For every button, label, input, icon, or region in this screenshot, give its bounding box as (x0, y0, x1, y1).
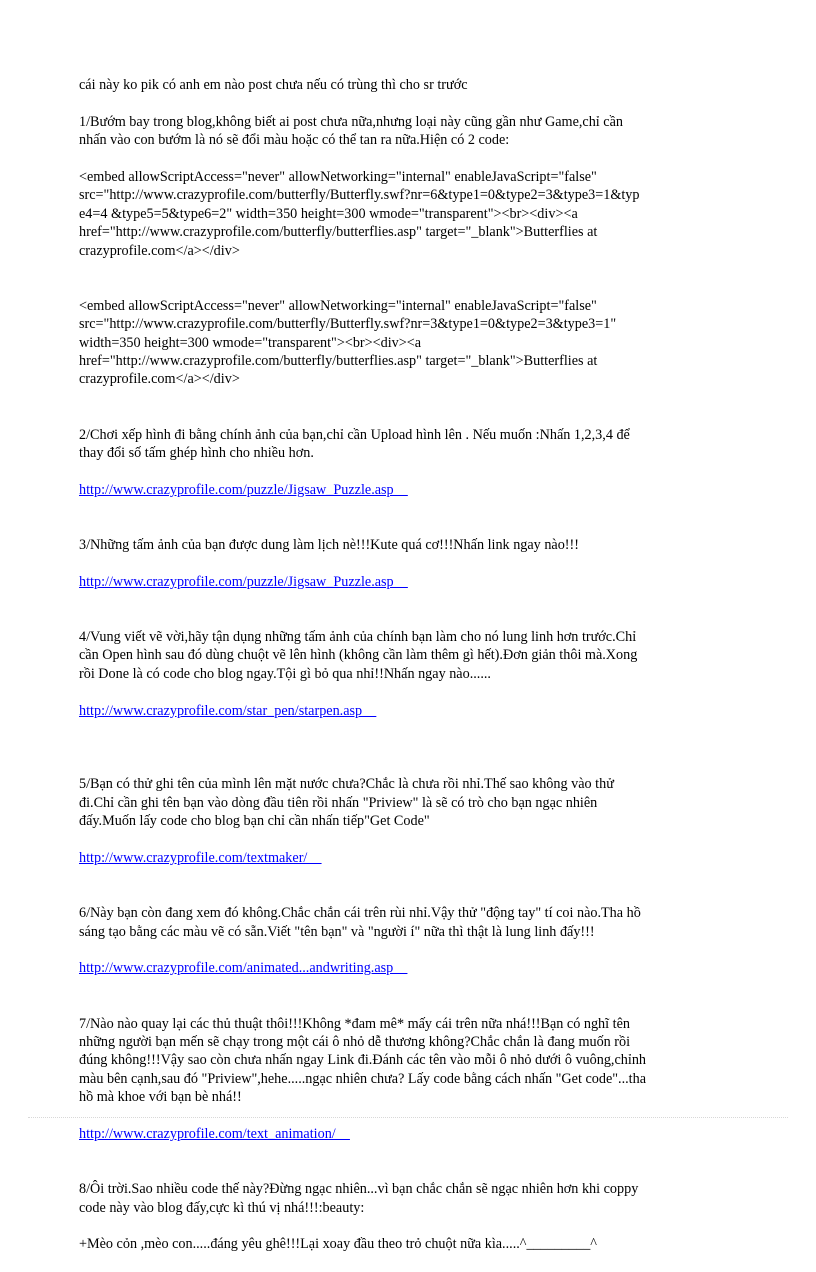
section-2-text: 2/Chơi xếp hình đi bằng chính ảnh của bạn,chỉ cần Upload hình lên . Nếu muốn :Nhấn 1,2,3,4 để thay đổi số tấm ghép hình cho nhiều hơn. (79, 426, 630, 462)
section-1-text: 1/Bướm bay trong blog,không biết ai post chưa nữa,nhưng loại này cũng gần như Game,chỉ cần nhấn vào con bướm là nó sẽ đổi màu hoặc có thể tan ra nữa.Hiện có 2 code: (79, 113, 623, 149)
section-8-text: 8/Ôi trời.Sao nhiều code thế này?Đừng ngạc nhiên...vì bạn chắc chắn sẽ ngạc nhiên hơn khi coppy code này vào blog đấy,cực kì thú vị nhá!!!:beauty: (79, 1181, 639, 1216)
section-3 (79, 518, 739, 592)
section-7-link[interactable]: http://www.crazyprofile.com/text_animation/ (79, 1125, 350, 1142)
spacer (79, 1162, 739, 1180)
section-6-text: 6/Này bạn còn đang xem đó không.Chắc chắn cái trên rùi nhỉ.Vậy thử "động tay" tí coi nào.Tha hồ sáng tạo bằng các màu vẽ có sẵn.Viết "tên bạn" và "người í" nữa thì thật là lung linh đấy!!! (79, 905, 641, 940)
section-7 (79, 996, 739, 1143)
section-5-text: 5/Bạn có thử ghi tên của mình lên mặt nước chưa?Chắc là chưa rồi nhỉ.Thế sao không vào thử đi.Chỉ cần ghi tên bạn vào dòng đầu tiên rồi nhấn "Priview" là sẽ có trò cho bạn ngạc nhiên đấy.Muốn lấy code cho blog bạn chỉ cần nhấn tiếp"Get Code" (79, 776, 614, 830)
section-4-link[interactable]: http://www.crazyprofile.com/star_pen/starpen.asp (79, 702, 377, 719)
section-4 (79, 610, 739, 720)
intro-text: cái này ko pik có anh em nào post chưa nếu có trùng thì cho sr trước (79, 77, 468, 93)
spacer (79, 278, 739, 296)
section-4-text: 4/Vung viết vẽ vời,hãy tận dụng những tấm ảnh của chính bạn làm cho nó lung linh hơn trước.Chỉ cần Open hình sau đó dùng chuột vẽ lên hình (không cần làm thêm gì hết).Đơn giản thôi mà.Xong rồi Done là có code cho blog ngay.Tội gì bỏ qua nhỉ!!Nhấn ngay nào...... (79, 629, 638, 682)
document-body (79, 76, 739, 1272)
page-bottom-divider (28, 1117, 788, 1118)
section-3-link[interactable]: http://www.crazyprofile.com/puzzle/Jigsaw_Puzzle.asp (79, 573, 408, 590)
section-8-cat-text: +Mèo cỏn ,mèo con.....đáng yêu ghê!!!Lại xoay đầu theo trỏ chuột nữa kìa.....^_________^ (79, 1236, 597, 1253)
section-5-link[interactable]: http://www.crazyprofile.com/textmaker/ (79, 849, 322, 866)
section-6-link[interactable]: http://www.crazyprofile.com/animated...andwriting.asp (79, 960, 408, 977)
section-1-code-2: <embed allowScriptAccess="never" allowNetworking="internal" enableJavaScript="false" src="http://www.crazyprofile.com/butterfly/Butterfly.swf?nr=3&type1=0&type2=3&type3=1" width=350 height=300 wmode="transparent"><br><div><a href="http://www.crazyprofile.com/butterfly/butterflies.asp" target="_blank">Butterflies at crazyprofile.com</a></div> (79, 297, 617, 388)
section-2 (79, 407, 739, 499)
section-2-link[interactable]: http://www.crazyprofile.com/puzzle/Jigsaw_Puzzle.asp (79, 481, 408, 498)
section-7-text: 7/Nào nào quay lại các thủ thuật thôi!!!Không *đam mê* mấy cái trên nữa nhá!!!Bạn có nghĩ tên những người bạn mến sẽ chạy trong một cái ô nhỏ dễ thương không?Chắc chắn là đang muốn rồi đúng không!!!Vậy sao còn chưa nhấn ngay Link đi.Đánh các tên vào mỗi ô nhỏ dưới ô vuông,chỉnh màu bên cạnh,sau đó "Priview",hehe.....ngạc nhiên chưa? Lấy code bằng cách nhấn "Get code"...tha hồ mà khoe với bạn bè nhá!! (79, 1015, 647, 1106)
section-3-text: 3/Những tấm ảnh của bạn được dung làm lịch nè!!!Kute quá cơ!!!Nhấn link ngay nào!!! (79, 537, 579, 554)
section-6 (79, 886, 739, 978)
section-1-code-1: <embed allowScriptAccess="never" allowNetworking="internal" enableJavaScript="false" src="http://www.crazyprofile.com/butterfly/Butterfly.swf?nr=6&type1=0&type2=3&type3=1&typ e4=4 &type5=5&type6=2" width=350 height=300 wmode="transparent"><br><div><a href="http://www.crazyprofile.com/butterfly/butterflies.asp" target="_blank">Butterflies at crazyprofile.com</a></div> (79, 169, 640, 259)
spacer (79, 739, 739, 757)
section-5 (79, 757, 739, 867)
